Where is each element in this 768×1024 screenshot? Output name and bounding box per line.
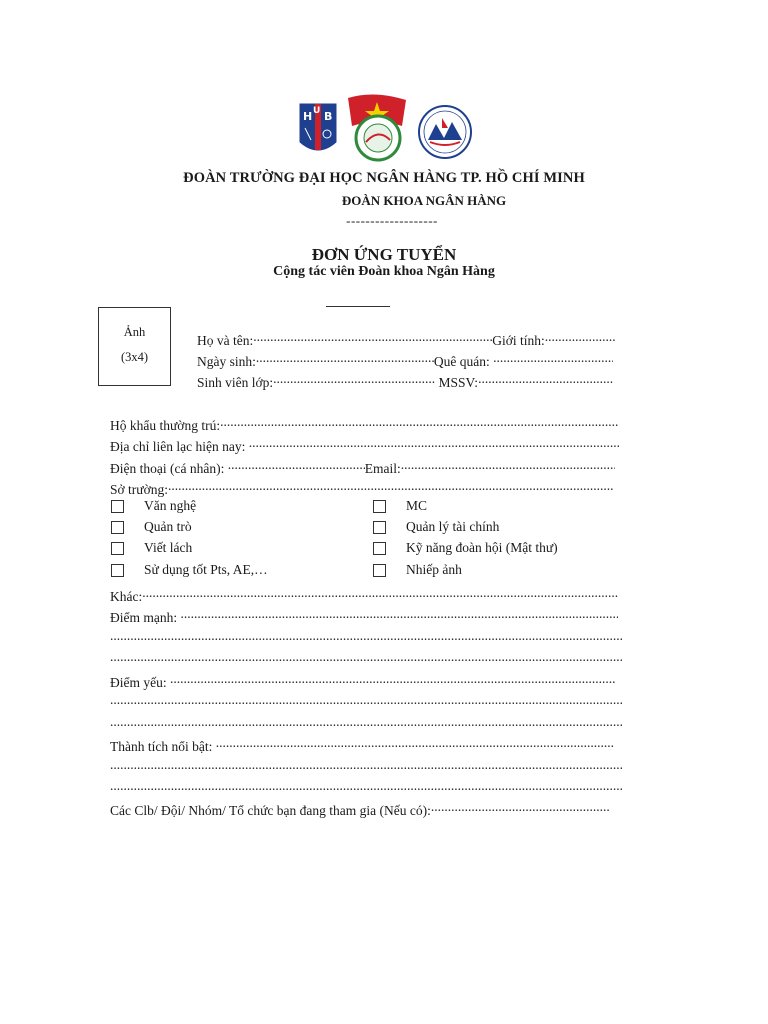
- other-row[interactable]: [110, 585, 618, 605]
- header-divider: -------------------: [346, 213, 438, 228]
- option-label: Sử dụng tốt Pts, AE,…: [144, 562, 268, 577]
- achievements-line-3[interactable]: [110, 778, 622, 798]
- youth-union-logo: [344, 92, 412, 164]
- svg-text:B: B: [324, 110, 333, 123]
- weak-points-line-2[interactable]: [110, 692, 622, 712]
- phone-field[interactable]: [228, 457, 365, 473]
- gender-label: Giới tính:: [492, 333, 545, 348]
- logo-group: [296, 92, 476, 164]
- class-row[interactable]: [197, 371, 614, 391]
- weak-points-line-3[interactable]: [110, 714, 622, 734]
- strong-points-line-3[interactable]: [110, 649, 622, 669]
- photo-size-label: (3x4): [120, 350, 149, 364]
- photo-box[interactable]: [98, 307, 171, 386]
- achievements-label: Thành tích nổi bật:: [110, 739, 213, 754]
- checkbox-mc[interactable]: [373, 500, 386, 513]
- svg-text:U: U: [313, 106, 321, 116]
- contact-address-row[interactable]: [110, 435, 619, 455]
- strong-points-row[interactable]: [110, 606, 618, 626]
- blank-line[interactable]: [110, 649, 622, 665]
- blank-line[interactable]: [110, 628, 622, 644]
- mssv-field[interactable]: [478, 371, 614, 387]
- dob-row[interactable]: [197, 350, 613, 370]
- achievements-line-2[interactable]: [110, 757, 622, 777]
- option-label: Quản lý tài chính: [406, 519, 500, 534]
- hub-logo: [298, 102, 338, 158]
- weak-points-field[interactable]: [170, 671, 616, 687]
- contact-address-field[interactable]: [249, 435, 619, 451]
- option-label: Nhiếp ảnh: [406, 562, 462, 577]
- student-class-field[interactable]: [273, 371, 435, 387]
- checkbox-quan-tro[interactable]: [111, 521, 124, 534]
- blank-line[interactable]: [110, 692, 622, 708]
- full-name-label: Họ và tên:: [197, 333, 254, 348]
- clubs-field[interactable]: [431, 799, 609, 815]
- clubs-label: Các Clb/ Đội/ Nhóm/ Tổ chức bạn đang tham gia (Nếu có):: [110, 803, 431, 818]
- checkbox-pts-ae[interactable]: [111, 564, 124, 577]
- strengths-area-row[interactable]: [110, 478, 614, 498]
- other-field[interactable]: [142, 585, 618, 601]
- blank-line[interactable]: [110, 714, 622, 730]
- option-label: Quản trò: [144, 519, 192, 534]
- checkbox-ky-nang-doan-hoi[interactable]: [373, 542, 386, 555]
- full-name-field[interactable]: [253, 329, 492, 345]
- phone-label: Điện thoại (cá nhân):: [110, 461, 225, 476]
- achievements-field[interactable]: [216, 735, 614, 751]
- dob-label: Ngày sinh:: [197, 354, 256, 369]
- student-class-label: Sinh viên lớp:: [197, 375, 274, 390]
- title-underline: [326, 306, 390, 307]
- option-label: Kỹ năng đoàn hội (Mật thư): [406, 540, 558, 555]
- email-field[interactable]: [401, 457, 615, 473]
- weak-points-row[interactable]: [110, 671, 616, 691]
- hometown-field[interactable]: [493, 350, 613, 366]
- blank-line[interactable]: [110, 757, 622, 773]
- checkbox-quan-ly-tai-chinh[interactable]: [373, 521, 386, 534]
- achievements-row[interactable]: [110, 735, 614, 755]
- dob-field[interactable]: [256, 350, 434, 366]
- permanent-address-label: Hộ khẩu thường trú:: [110, 418, 221, 433]
- form-subtitle: Cộng tác viên Đoàn khoa Ngân Hàng: [273, 264, 495, 279]
- gender-field[interactable]: [545, 329, 615, 345]
- contact-address-label: Địa chỉ liên lạc hiện nay:: [110, 439, 246, 454]
- photo-label: Ảnh: [123, 325, 146, 339]
- other-label: Khác:: [110, 589, 143, 604]
- option-label: MC: [406, 498, 428, 513]
- clubs-row[interactable]: [110, 799, 609, 819]
- option-label: Viết lách: [144, 540, 193, 555]
- strengths-area-label: Sở trường:: [110, 482, 168, 497]
- strong-points-line-2[interactable]: [110, 628, 622, 648]
- email-label: Email:: [364, 461, 401, 476]
- school-name: ĐOÀN TRƯỜNG ĐẠI HỌC NGÂN HÀNG TP. HỒ CHÍ MINH: [183, 170, 585, 186]
- mssv-label: MSSV:: [438, 375, 479, 390]
- hometown-label: Quê quán:: [433, 354, 490, 369]
- blank-line[interactable]: [110, 778, 622, 794]
- strong-points-field[interactable]: [181, 606, 618, 622]
- form-title: ĐƠN ỨNG TUYỂN: [311, 245, 457, 264]
- phone-email-row[interactable]: [110, 457, 615, 477]
- checkbox-nhiep-anh[interactable]: [373, 564, 386, 577]
- checkbox-van-nghe[interactable]: [111, 500, 124, 513]
- faculty-logo: [416, 104, 474, 160]
- permanent-address-row[interactable]: [110, 414, 619, 434]
- strong-points-label: Điểm mạnh:: [110, 610, 178, 625]
- permanent-address-field[interactable]: [220, 414, 619, 430]
- option-label: Văn nghệ: [144, 498, 197, 513]
- svg-text:H: H: [303, 110, 313, 123]
- weak-points-label: Điểm yếu:: [110, 675, 167, 690]
- faculty-name: ĐOÀN KHOA NGÂN HÀNG: [341, 193, 507, 208]
- strengths-area-field[interactable]: [168, 478, 614, 494]
- checkbox-viet-lach[interactable]: [111, 542, 124, 555]
- full-name-row[interactable]: [197, 329, 615, 349]
